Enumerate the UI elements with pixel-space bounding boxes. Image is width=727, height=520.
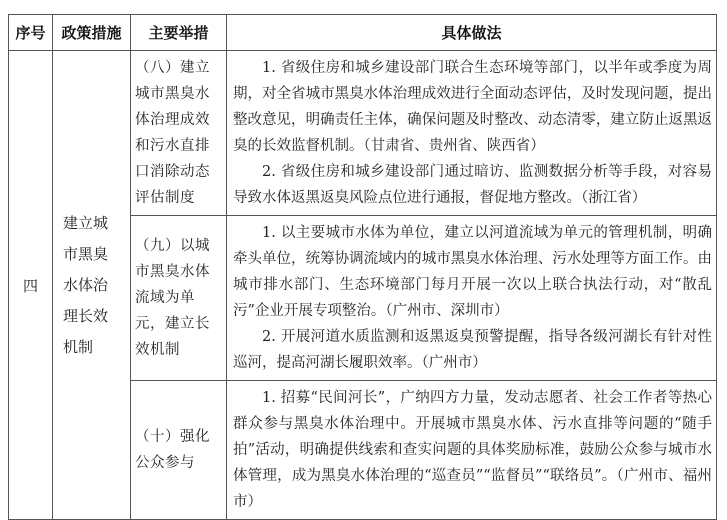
header-seq: 序号: [9, 15, 53, 51]
table-row: [9, 51, 717, 216]
practice-cell: [227, 216, 717, 381]
policy-table: [8, 14, 717, 520]
practice-item: 2. 开展河道水质监测和返黑返臭预警提醒，指导各级河湖长有针对性巡河，提高河湖长履职效率。（广州市）: [233, 329, 712, 371]
practice-item: 1. 省级住房和城乡建设部门联合生态环境等部门，以半年或季度为周期，对全省城市黑臭水体治理成效进行全面动态评估，及时发现问题，提出整改意见，明确责任主体，确保问题及时整改、动态清零，建立防止返黑返臭的长效监督机制。（甘肃省、贵州省、陕西省）: [233, 60, 712, 154]
practice-item: 2. 省级住房和城乡建设部门通过暗访、监测数据分析等手段，对容易导致水体返黑返臭风险点位进行通报，督促地方整改。（浙江省）: [233, 164, 712, 206]
policy-cell: 建立城市黑臭水体治理长效机制: [53, 51, 131, 520]
header-row: [9, 15, 717, 51]
seq-cell: 四: [9, 51, 53, 520]
practice-cell: [227, 51, 717, 216]
practice-cell: [227, 381, 717, 520]
practice-item: 1. 招募“民间河长”，广纳四方力量，发动志愿者、社会工作者等热心群众参与黑臭水体治理中。开展城市黑臭水体、污水直排等问题的“随手拍”活动，明确提供线索和查实问题的具体奖励标准，鼓励公众参与城市水体管理，成为黑臭水体治理的“巡查员”“监督员”“联络员”。（广州市、福州市）: [233, 390, 712, 510]
measure-cell: （八）建立城市黑臭水体治理成效和污水直排口消除动态评估制度: [131, 51, 227, 216]
measure-cell: （九）以城市黑臭水体流域为单元，建立长效机制: [131, 216, 227, 381]
header-measure: 主要举措: [131, 15, 227, 51]
practice-item: 1. 以主要城市水体为单位，建立以河道流域为单元的管理机制，明确牵头单位，统筹协调流域内的城市黑臭水体治理、污水处理等方面工作。由城市排水部门、生态环境部门每月开展一次以上联合执法行动，对“散乱污”企业开展专项整治。（广州市、深圳市）: [233, 225, 712, 319]
header-practice: 具体做法: [227, 15, 717, 51]
header-policy: 政策措施: [53, 15, 131, 51]
measure-cell: （十）强化公众参与: [131, 381, 227, 520]
